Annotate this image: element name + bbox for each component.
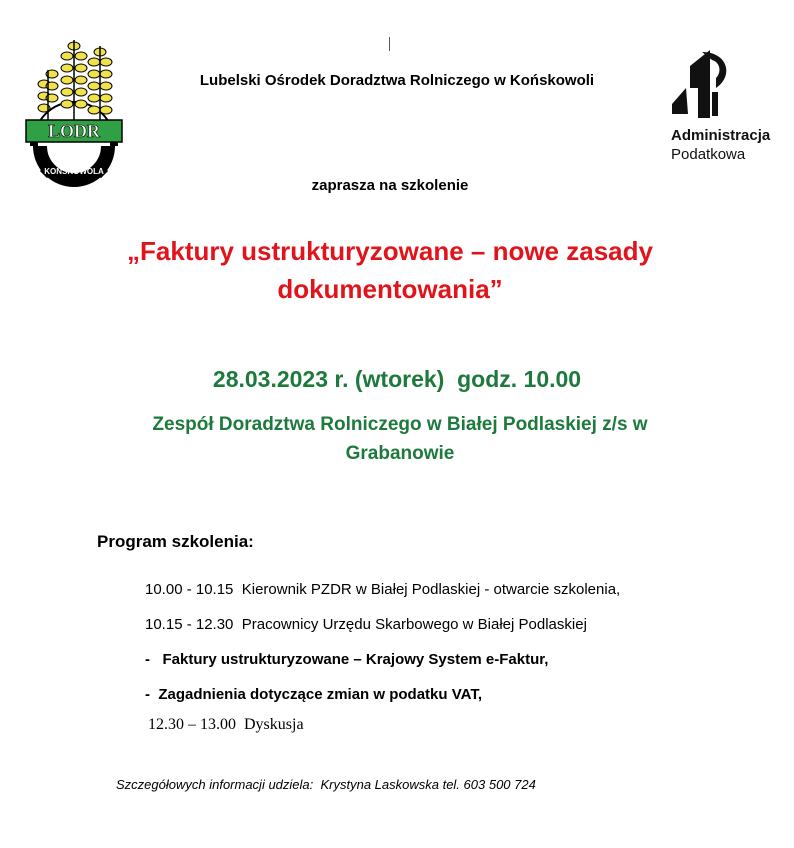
title-line-1: „Faktury ustrukturyzowane – nowe zasady — [127, 236, 653, 266]
program-item: - Faktury ustrukturyzowane – Krajowy System e-Faktur, — [145, 651, 549, 668]
program-item: 10.00 - 10.15 Kierownik PZDR w Białej Podlaskiej - otwarcie szkolenia, — [145, 581, 621, 598]
organization-name-text: Lubelski Ośrodek Doradztwa Rolniczego w Końskowoli — [199, 72, 595, 89]
invite-text: zaprasza na szkolenie — [311, 177, 469, 194]
ap-line1: Administracja — [671, 127, 771, 144]
lodr-logo — [22, 34, 132, 194]
program-item: - Zagadnienia dotyczące zmian w podatku VAT, — [145, 686, 483, 703]
contact-info: Szczegółowych informacji udziela: Krystyna Laskowska tel. 603 500 724 — [116, 777, 536, 792]
venue-line-2: Grabanowie — [345, 443, 455, 464]
title-line-2: dokumentowania” — [277, 274, 503, 304]
program-heading: Program szkolenia: — [97, 532, 254, 551]
administracja-podatkowa-text — [671, 126, 770, 164]
text-cursor-mark — [389, 37, 390, 51]
program-item: 10.15 - 12.30 Pracownicy Urzędu Skarbowego w Białej Podlaskiej — [145, 616, 587, 633]
venue-line-1: Zespół Doradztwa Rolniczego w Białej Podlaskiej z/s w — [152, 414, 648, 435]
logo-lodr-text: LODR — [47, 121, 101, 141]
training-venue — [100, 410, 700, 468]
program-item: 12.30 – 13.00 Dyskusja — [148, 716, 304, 733]
training-title — [40, 232, 740, 308]
organization-name — [0, 72, 794, 89]
ap-line2: Podatkowa — [671, 146, 746, 163]
logo-ring-text: KOŃSKOWOLA — [44, 167, 104, 176]
training-date: 28.03.2023 r. (wtorek) godz. 10.00 — [212, 366, 582, 392]
